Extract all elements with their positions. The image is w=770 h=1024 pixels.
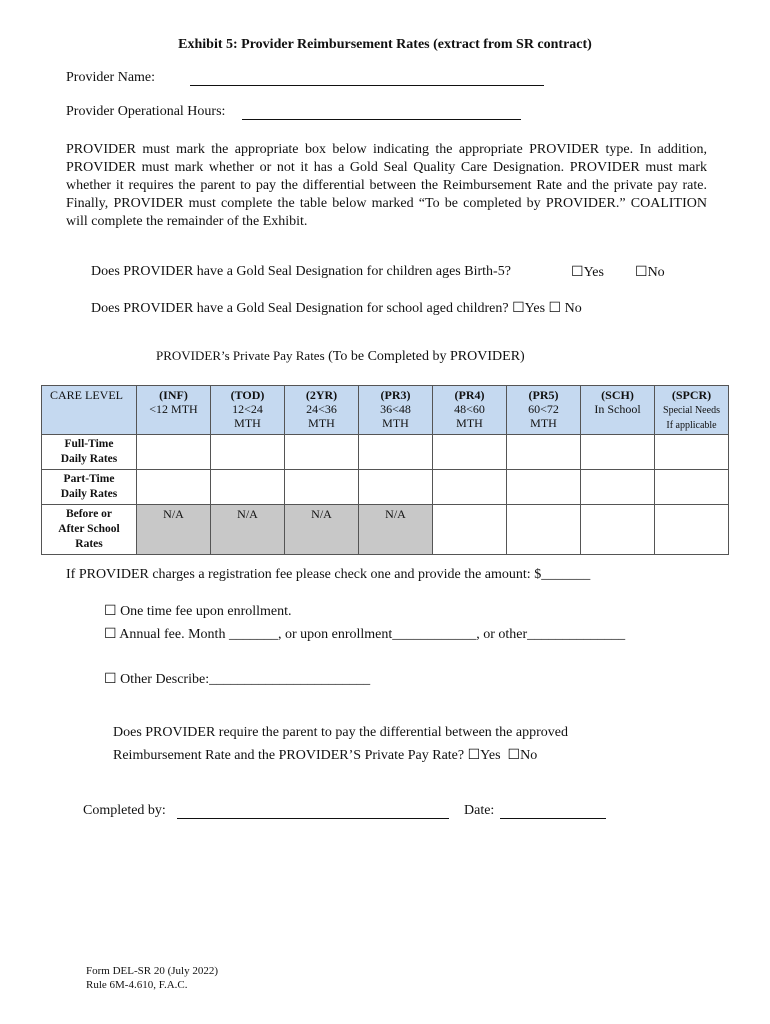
table-header-row: [42, 386, 729, 435]
fee-option-annual[interactable]: [104, 626, 625, 643]
rate-cell[interactable]: [285, 435, 359, 470]
column-header: (INF) <12 MTH: [137, 386, 211, 435]
checkbox-icon[interactable]: ☐: [467, 748, 481, 763]
rate-cell[interactable]: [581, 435, 655, 470]
rate-cell[interactable]: [655, 470, 729, 505]
differential-question-text: Reimbursement Rate and the PROVIDER’S Private Pay Rate?: [113, 748, 465, 763]
na-cell: N/A: [137, 505, 211, 555]
rate-cell[interactable]: [433, 435, 507, 470]
differential-yes[interactable]: [468, 748, 501, 763]
checkbox-icon[interactable]: ☐: [104, 604, 117, 619]
column-header: (PR5) 60<72 MTH: [507, 386, 581, 435]
rate-cell[interactable]: [507, 505, 581, 555]
provider-name-field[interactable]: [190, 71, 544, 86]
differential-question-line2: [113, 747, 537, 764]
gold-seal-birth-no[interactable]: [635, 264, 665, 281]
fee-other-label: Other Describe:_______________________: [120, 672, 371, 687]
checkbox-icon[interactable]: ☐: [571, 265, 584, 280]
operational-hours-label: Provider Operational Hours:: [66, 104, 226, 119]
operational-hours-field[interactable]: [242, 105, 521, 120]
checkbox-icon[interactable]: ☐: [104, 672, 117, 687]
date-label: Date:: [464, 803, 495, 818]
gold-seal-birth-text: Does PROVIDER have a Gold Seal Designation for children ages Birth-5?: [91, 264, 511, 279]
no-label: No: [647, 265, 665, 280]
rate-cell[interactable]: [655, 505, 729, 555]
table-row: [42, 505, 729, 555]
differential-no[interactable]: [508, 748, 538, 763]
table-row: [42, 470, 729, 505]
checkbox-icon[interactable]: ☐: [635, 265, 648, 280]
rate-cell[interactable]: [507, 435, 581, 470]
footer-form-number: Form DEL-SR 20 (July 2022): [86, 965, 218, 977]
instructions-paragraph: PROVIDER must mark the appropriate box below indicating the appropriate PROVIDER type. In addition, PROVIDER must mark whether or not it has a Gold Seal Quality Care Designation. PROVIDER must mark whether it requires the parent to pay the differential between the Reimbursement Rate and the private pay rate. Finally, PROVIDER must complete the table below marked “To be completed by PROVIDER.” COALITION will complete the remainder of the Exhibit.: [66, 142, 707, 229]
checkbox-icon[interactable]: ☐: [548, 301, 562, 316]
gold-seal-school-question: [91, 300, 582, 317]
checkbox-icon[interactable]: ☐: [512, 301, 525, 316]
private-pay-rates-table: [41, 385, 729, 555]
yes-label: Yes: [524, 301, 546, 316]
yes-label: Yes: [480, 748, 501, 763]
footer-rule: Rule 6M-4.610, F.A.C.: [86, 979, 188, 991]
no-label: No: [564, 301, 582, 316]
rate-cell[interactable]: [655, 435, 729, 470]
rate-cell[interactable]: [211, 435, 285, 470]
no-label: No: [520, 748, 538, 763]
rate-cell[interactable]: [581, 470, 655, 505]
operational-hours-row: [66, 104, 225, 120]
table-row: [42, 435, 729, 470]
completed-by-label: Completed by:: [83, 803, 166, 818]
column-header: (SPCR) Special Needs If applicable: [655, 386, 729, 435]
row-label: Part-Time Daily Rates: [42, 470, 137, 505]
fee-option-other[interactable]: [104, 671, 370, 688]
row-label: Before or After School Rates: [42, 505, 137, 555]
yes-label: Yes: [583, 265, 604, 280]
rate-cell[interactable]: [507, 470, 581, 505]
table-caption-note: (To be Completed by PROVIDER): [328, 349, 525, 364]
page-title: Exhibit 5: Provider Reimbursement Rates (extract from SR contract): [178, 37, 592, 52]
differential-question-line1: Does PROVIDER require the parent to pay the differential between the approved: [113, 725, 568, 740]
na-cell: N/A: [359, 505, 433, 555]
gold-seal-birth-yes[interactable]: [571, 264, 604, 281]
gold-seal-school-no[interactable]: [549, 301, 582, 316]
provider-name-row: [66, 70, 155, 86]
gold-seal-school-yes[interactable]: [512, 301, 545, 316]
rate-cell[interactable]: [211, 470, 285, 505]
na-cell: N/A: [285, 505, 359, 555]
checkbox-icon[interactable]: ☐: [507, 748, 521, 763]
column-header: (2YR) 24<36 MTH: [285, 386, 359, 435]
provider-name-label: Provider Name:: [66, 70, 156, 85]
fee-one-time-label: One time fee upon enrollment.: [120, 604, 292, 619]
date-field[interactable]: [500, 804, 606, 819]
row-label: Full-Time Daily Rates: [42, 435, 137, 470]
rate-cell[interactable]: [137, 435, 211, 470]
gold-seal-birth-question: [91, 264, 511, 280]
table-caption: [156, 348, 525, 365]
column-header: (PR3) 36<48 MTH: [359, 386, 433, 435]
registration-fee-question: If PROVIDER charges a registration fee please check one and provide the amount: $_______: [66, 567, 591, 582]
care-level-header: CARE LEVEL: [42, 386, 137, 435]
checkbox-icon[interactable]: ☐: [104, 627, 117, 642]
rate-cell[interactable]: [137, 470, 211, 505]
completed-by-field[interactable]: [177, 804, 449, 819]
rate-cell[interactable]: [359, 470, 433, 505]
column-header: (SCH) In School: [581, 386, 655, 435]
table-caption-title: PROVIDER’s Private Pay Rates: [156, 348, 325, 363]
rate-cell[interactable]: [285, 470, 359, 505]
fee-annual-label: Annual fee. Month _______, or upon enrollment____________, or other______________: [119, 627, 626, 642]
rate-cell[interactable]: [433, 505, 507, 555]
column-header: (TOD) 12<24 MTH: [211, 386, 285, 435]
na-cell: N/A: [211, 505, 285, 555]
rate-cell[interactable]: [359, 435, 433, 470]
rate-cell[interactable]: [433, 470, 507, 505]
gold-seal-school-text: Does PROVIDER have a Gold Seal Designation for school aged children?: [91, 301, 509, 316]
fee-option-one-time[interactable]: [104, 603, 292, 620]
column-header: (PR4) 48<60 MTH: [433, 386, 507, 435]
rate-cell[interactable]: [581, 505, 655, 555]
